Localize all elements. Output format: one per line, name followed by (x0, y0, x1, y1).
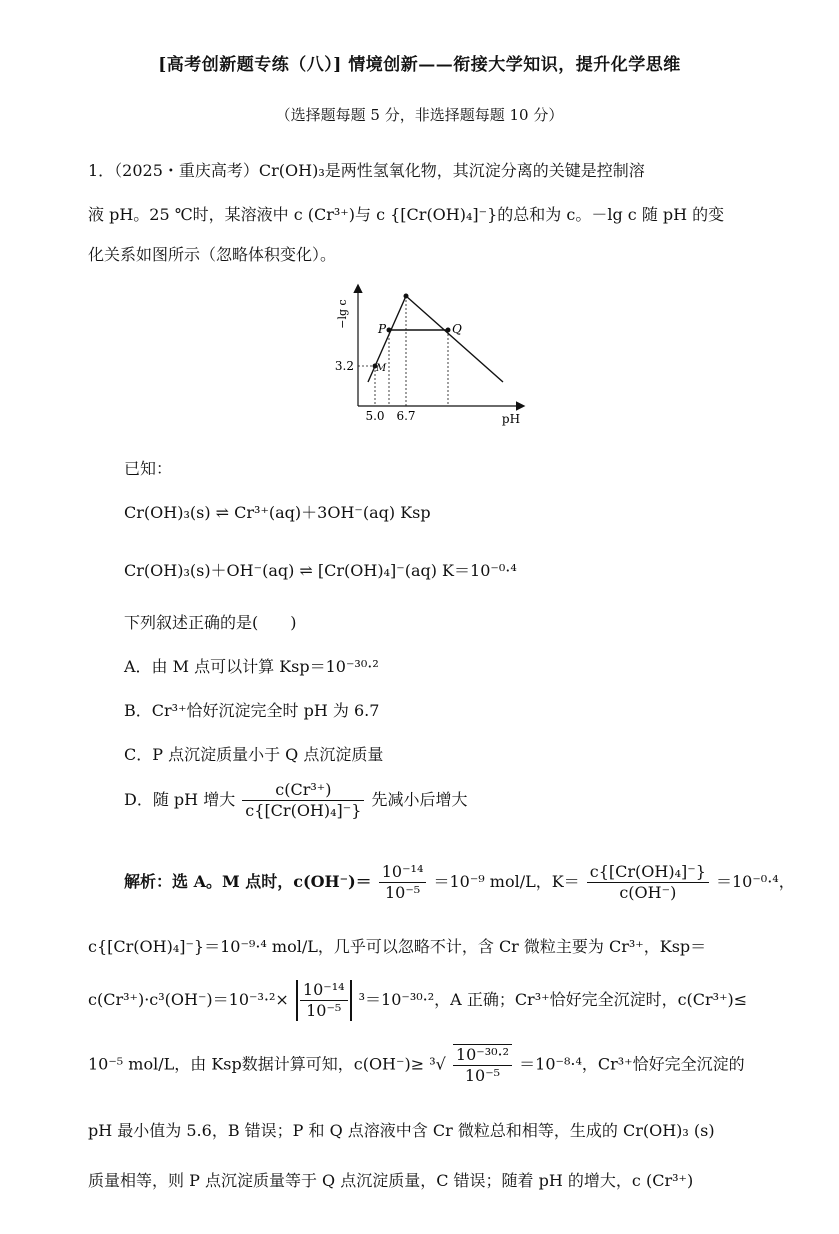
option-d-denominator: c{[Cr(OH)₄]⁻} (245, 801, 362, 820)
option-d[interactable] (124, 780, 468, 821)
page-title: [高考创新题专练（八）] 情境创新——衔接大学知识，提升化学思维 (158, 55, 681, 75)
option-a[interactable]: A．由 M 点可以计算 Ksp＝10⁻³⁰·² (124, 657, 379, 676)
x-tick-6.7: 6.7 (396, 409, 416, 423)
fraction-root-den: 10⁻⁵ (464, 1066, 501, 1085)
fraction-k-den: c(OH⁻) (619, 883, 677, 902)
question-stem-line-3: 化关系如图所示（忽略体积变化）。 (88, 245, 337, 264)
solution-line-2: c{[Cr(OH)₄]⁻}＝10⁻⁹·⁴ mol/L，几乎可以忽略不计，含 Cr 微粒主要为 Cr³⁺，Ksp＝ (88, 937, 707, 956)
y-axis-label: −lg c (336, 299, 349, 329)
solution-text-4a: 10⁻⁵ mol/L，由 Ksp数据计算可知，c(OH⁻)≥ ³√ (88, 1054, 446, 1074)
option-d-suffix: 先减小后增大 (371, 790, 468, 809)
option-d-fraction (242, 780, 364, 821)
option-b[interactable]: B．Cr³⁺恰好沉淀完全时 pH 为 6.7 (124, 701, 380, 720)
solution-text-1a: 解析：选 A。M 点时，c(OH⁻)＝ (124, 872, 372, 891)
solution-text-1b: ＝10⁻⁹ mol/L，K＝ (433, 872, 580, 891)
option-d-prefix: D．随 pH 增大 (124, 790, 236, 809)
fraction-root-num: 10⁻³⁰·² (453, 1045, 512, 1066)
score-note: （选择题每题 5 分，非选择题每题 10 分） (275, 106, 564, 124)
solution-text-3b: ³＝10⁻³⁰·²，A 正确；Cr³⁺恰好完全沉淀时，c(Cr³⁺)≤ (358, 990, 748, 1009)
option-c[interactable]: C．P 点沉淀质量小于 Q 点沉淀质量 (124, 745, 384, 764)
point-label-m: M (376, 363, 387, 374)
x-tick-5.0: 5.0 (365, 409, 385, 423)
fraction-k-num: c{[Cr(OH)₄]⁻} (587, 862, 709, 883)
question-stem-line-1: 1．（2025・重庆高考）Cr(OH)₃是两性氢氧化物，其沉淀分离的关键是控制溶 (88, 161, 645, 180)
solution-line-6: 质量相等，则 P 点沉淀质量等于 Q 点沉淀质量，C 错误；随着 pH 的增大，c (Cr³⁺) (88, 1171, 694, 1190)
fraction-ratio-den: 10⁻⁵ (306, 1001, 342, 1020)
question-prompt: 下列叙述正确的是( ) (124, 613, 297, 632)
point-q (446, 328, 451, 333)
equation-k: Cr(OH)₃(s)＋OH⁻(aq) ⇌ [Cr(OH)₄]⁻(aq) K＝10⁻⁰·⁴ (124, 561, 517, 580)
point-label-p: P (378, 322, 387, 336)
solution-text-1c: ＝10⁻⁰·⁴， (715, 872, 795, 891)
lg-c-vs-ph-chart (328, 282, 528, 432)
fraction-oh-den: 10⁻⁵ (384, 883, 421, 902)
point-label-q: Q (452, 322, 462, 336)
solution-line-3 (88, 980, 747, 1021)
solution-text-4b: ＝10⁻⁸·⁴，Cr³⁺恰好完全沉淀的 (519, 1054, 745, 1074)
option-d-numerator: c(Cr³⁺) (242, 780, 364, 801)
fraction-ratio-num: 10⁻¹⁴ (300, 980, 348, 1001)
equation-ksp: Cr(OH)₃(s) ⇌ Cr³⁺(aq)＋3OH⁻(aq) Ksp (124, 503, 431, 522)
fraction-ratio (296, 980, 352, 1021)
fraction-root (453, 1044, 512, 1086)
y-tick-3.2: 3.2 (334, 359, 354, 373)
point-p (387, 328, 392, 333)
question-stem-line-2: 液 pH。25 ℃时，某溶液中 c (Cr³⁺)与 c {[Cr(OH)₄]⁻}的总和为 c。－lg c 随 pH 的变 (88, 205, 725, 224)
fraction-oh (379, 862, 427, 903)
solution-line-5: pH 最小值为 5.6，B 错误；P 和 Q 点溶液中含 Cr 微粒总和相等，生成的 Cr(OH)₃ (s) (88, 1121, 715, 1140)
solution-text-3a: c(Cr³⁺)·c³(OH⁻)＝10⁻³·²× (88, 990, 289, 1009)
fraction-oh-num: 10⁻¹⁴ (379, 862, 427, 883)
solution-line-4 (88, 1044, 745, 1086)
fraction-k (587, 862, 709, 903)
known-label: 已知： (124, 459, 173, 478)
x-axis-label: pH (501, 412, 521, 426)
solution-line-1 (124, 862, 795, 903)
point-peak (404, 294, 409, 299)
curve (368, 296, 503, 382)
